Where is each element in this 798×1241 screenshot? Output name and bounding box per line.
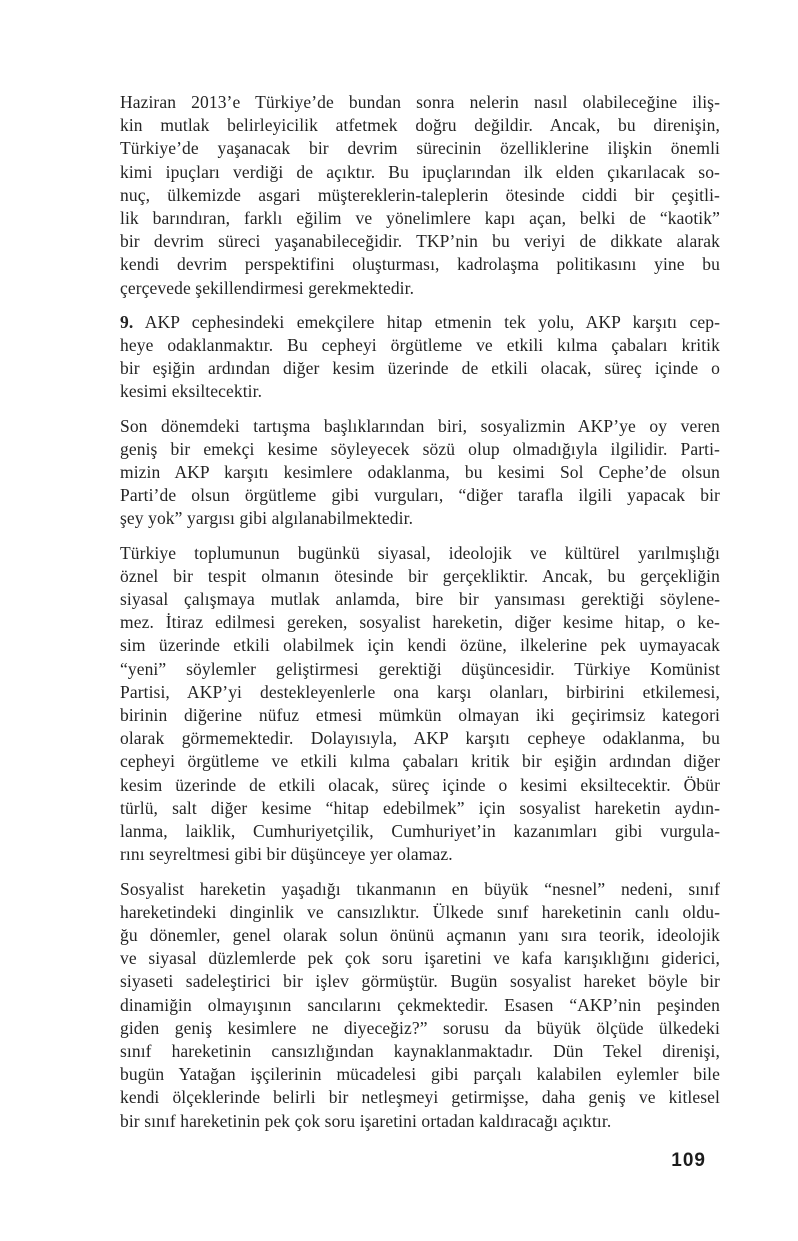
text-line: sim üzerinde etkili olabilmek için kendi özüne, ilkelerine pek uymayacak: [120, 635, 720, 656]
text-line: lanma, laiklik, Cumhuriyetçilik, Cumhuriyet’in kazanımları gibi vurgula-: [120, 821, 720, 842]
text-line: öznel bir tespit olmanın ötesinde bir gerçekliktir. Ancak, bu gerçekliğin: [120, 565, 720, 586]
text-line: kendi ölçeklerinde belirli bir netleşmeyi getirmişse, daha geniş ve kitlesel: [120, 1087, 720, 1108]
text-line: rını seyreltmesi gibi bir düşünceye yer olamaz.: [120, 844, 453, 865]
text-line: heye odaklanmaktır. Bu cepheyi örgütleme ve etkili kılma çabaları kritik: [120, 335, 720, 356]
text-line: geniş bir emekçi kesime söyleyecek sözü olup olmadığıyla ilgilidir. Parti-: [120, 438, 720, 459]
text-line: bir eşiğin ardından diğer kesim üzerinde de etkili olacak, süreç içinde o: [120, 358, 720, 379]
text-line: 9. AKP cephesindeki emekçilere hitap etmenin tek yolu, AKP karşıtı cep-: [120, 311, 720, 332]
text-block: [120, 91, 720, 1144]
text-line: bir sınıf hareketinin pek çok soru işaretini ortadan kaldıracağı açıktır.: [120, 1110, 612, 1131]
text-line: dinamiğin olmayışının sancılarını çekmektedir. Esasen “AKP’nin peşinden: [120, 994, 720, 1015]
text-line: kendi devrim perspektifini oluşturması, kadrolaşma politikasını yine bu: [120, 254, 720, 275]
page-number: 109: [671, 1150, 706, 1171]
text-line: birinin diğerine nüfuz etmesi mümkün olmayan iki geçirimsiz kategori: [120, 705, 720, 726]
text-line: kimi ipuçları verdiği de açıktır. Bu ipuçlarından ilk elden çıkarılacak so-: [120, 161, 720, 182]
paragraph: [120, 311, 720, 404]
text-line: hareketindeki dinginlik ve cansızlıktır. Ülkede sınıf hareketinin canlı oldu-: [120, 901, 720, 922]
text-line: olarak görmemektedir. Dolayısıyla, AKP karşıtı cepheye odaklanma, bu: [120, 728, 720, 749]
paragraph: [120, 91, 720, 300]
text-line: lik barındıran, farklı eğilim ve yönelimlere kapı açan, belki de “kaotik”: [120, 208, 720, 229]
text-line: Haziran 2013’e Türkiye’de bundan sonra nelerin nasıl olabileceğine iliş-: [120, 92, 720, 112]
text-line: siyasal çalışmaya mutlak anlamda, bire bir yansıması gerektiği söylene-: [120, 589, 720, 610]
text-line: sınıf hareketinin cansızlığından kaynaklanmaktadır. Dün Tekel direnişi,: [120, 1040, 720, 1061]
text-line: bir devrim süreci yaşanabileceğidir. TKP’nin bu veriyi de dikkate alarak: [120, 231, 720, 252]
paragraph: [120, 415, 720, 531]
text-line: Partisi, AKP’yi destekleyenlerle ona karşı olanları, birbirini etkilemesi,: [120, 681, 720, 702]
text-line: ğu dönemler, genel olarak solun önünü açmanın yanı sıra teorik, ideolojik: [120, 924, 720, 945]
text-line: mez. İtiraz edilmesi gereken, sosyalist hareketin, diğer kesime hitap, o ke-: [120, 612, 720, 633]
text-line: bugün Yatağan işçilerinin mücadelesi gibi parçalı kalabilen eylemler bile: [120, 1064, 720, 1085]
paragraph-number: 9.: [120, 311, 134, 332]
text-line: Sosyalist hareketin yaşadığı tıkanmanın en büyük “nesnel” nedeni, sınıf: [120, 878, 720, 899]
text-line: kesimi eksiltecektir.: [120, 381, 263, 402]
text-line: siyaseti sadeleştirici bir işlev görmüştür. Bugün sosyalist hareket böyle bir: [120, 971, 720, 992]
text-line: mizin AKP karşıtı kesimlere odaklanma, bu kesimi Sol Cephe’de olsun: [120, 462, 720, 483]
text-line: nuç, ülkemizde asgari müştereklerin-taleplerin ötesinde ciddi bir çeşitli-: [120, 184, 720, 205]
text-line: kin mutlak belirleyicilik atfetmek doğru değildir. Ancak, bu direnişin,: [120, 115, 720, 136]
text-line: çerçevede şekillendirmesi gerekmektedir.: [120, 277, 415, 298]
text-line: Son dönemdeki tartışma başlıklarından biri, sosyalizmin AKP’ye oy veren: [120, 415, 720, 436]
paragraph: [120, 542, 720, 867]
text-line: türlü, salt diğer kesime “hitap edebilmek” için sosyalist hareketin aydın-: [120, 797, 720, 818]
text-line: Türkiye’de yaşanacak bir devrim sürecinin özelliklerine ilişkin önemli: [120, 138, 720, 159]
text-line: kesim üzerinde de etkili olacak, süreç içinde o kesimi eksiltecektir. Öbür: [120, 774, 720, 795]
paragraph: [120, 878, 720, 1133]
text-line: cepheyi örgütleme ve etkili kılma çabaları kritik bir eşiğin ardından diğer: [120, 751, 720, 772]
text-line: Türkiye toplumunun bugünkü siyasal, ideolojik ve kültürel yarılmışlığı: [120, 542, 720, 563]
text-line: şey yok” yargısı gibi algılanabilmektedir.: [120, 508, 414, 529]
text-line: giden geniş kesimlere ne diyeceğiz?” sorusu da büyük ölçüde ülkedeki: [120, 1017, 720, 1038]
text-line: Parti’de olsun örgütleme gibi vurguları, “diğer tarafla ilgili yapacak bir: [120, 485, 720, 506]
text-line: “yeni” söylemler geliştirmesi gerektiği düşüncesidir. Türkiye Komünist: [120, 658, 720, 679]
text-line: ve siyasal düzlemlerde pek çok soru işaretini ve kafa karışıklığını giderici,: [120, 948, 720, 969]
